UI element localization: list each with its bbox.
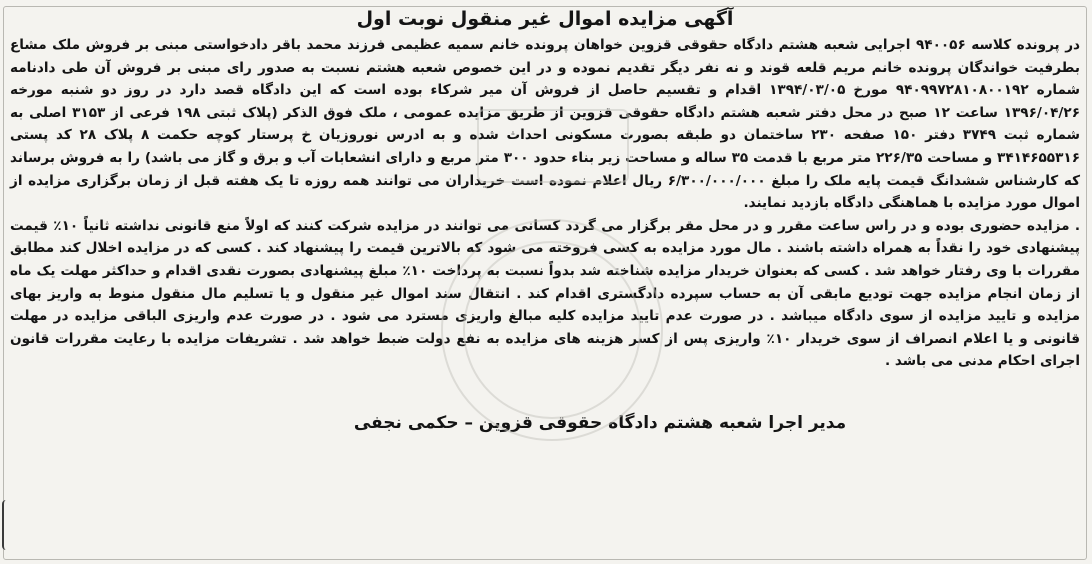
notice-signature: مدیر اجرا شعبه هشتم دادگاه حقوقی قزوین – حکمی نجفی xyxy=(353,412,847,433)
page-edge-mark xyxy=(2,500,8,550)
notice-paragraph-main: در پرونده کلاسه ۹۴۰۰۵۶ اجرایی شعبه هشتم دادگاه حقوقی قزوین خواهان پرونده خانم سمیه عظیمی فرزند محمد باقر دادخواستی مبنی بر فروش ملک مشاع بطرفیت خواندگان پرونده خانم مریم قلعه قوند و نه نفر دیگر تقدیم نموده و در این خصوص شعبه هشتم نسبت به صدور رای مبنی بر فروش آن طی دادنامه شماره ۹۴۰۹۹۷۲۸۱۰۸۰۰۱۹۲ مورخ ۱۳۹۴/۰۳/۰۵ اقدام و تقسیم حاصل از فروش آن میر شرکاء بوده است که این دادگاه قصد دارد در روز دو شنبه مورخه ۱۳۹۶/۰۴/۲۶ ساعت ۱۲ صبح در محل دفتر شعبه هشتم دادگاه حقوقی قزوین از طریق مزایده عمومی ، ملک فوق الذکر (پلاک ثبتی ۱۹۸ فرعی از ۳۱۵۳ اصلی به شماره ثبت ۳۷۴۹ دفتر ۱۵۰ صفحه ۲۳۰ ساختمان دو طبقه بصورت مسکونی احداث شده و به ادرس نوروزیان خ پرستار کوچه حکمت ۸ پلاک ۲۸ کد پستی ۳۴۱۴۶۵۵۳۱۶ و مساحت ۲۲۶/۳۵ متر مربع با قدمت ۳۵ ساله و مساحت زیر بناء حدود ۳۰۰ متر مربع و دارای انشعابات آب و برق و گاز می باشد) را به فروش برساند که کارشناس ششدانگ قیمت پایه ملک را مبلغ ۶/۳۰۰/۰۰۰/۰۰۰ ریال اعلام نموده است خریداران می توانند همه روزه تا یک هفته قبل از زمان برگزاری مزایده از اموال مورد مزایده با هماهنگی دادگاه بازدید نمایند. xyxy=(10,37,1081,212)
notice-title: آگهی مزایده اموال غیر منقول نوبت اول xyxy=(356,8,734,30)
notice-paragraph-terms: . مزایده حضوری بوده و در راس ساعت مقرر و در محل مقر برگزار می گردد کسانی می توانند در مزایده شرکت کنند که اولاً منع قانونی نداشته ثانیاً ۱۰٪ قیمت پیشنهادی خود را نقداً به همراه داشته باشند . مال مورد مزایده به کسی فروخته می شود که بالاترین قیمت را پیشنهاد کند . کسی که در مزایده اخلال کند مطابق مقررات با وی رفتار خواهد شد . کسی که بعنوان خریدار مزایده شناخته شد بدواً نسبت به پرداخت ۱۰٪ مبلغ پیشنهادی بصورت نقدی اقدام و حداکثر مهلت یک ماه از زمان انجام مزایده جهت تودیع مابقی آن به حساب سپرده دادگستری اقدام کند . انتقال سند اموال غیر منقول و یا تسلیم مال منقول منوط به واریز بهای مزایده و تایید مزایده از سوی دادگاه میباشد . در صورت عدم تایید مزایده کلیه مبالغ واریزی مسترد می شود . در صورت عدم واریزی الباقی مزایده در مهلت قانونی و یا اعلام انصراف از سوی خریدار ۱۰٪ واریزی پس از کسر هزینه های مزایده به نفع دولت ضبط خواهد شد . تشریفات مزایده با رعایت مقررات قانون اجرای احکام مدنی می باشد . xyxy=(10,217,1080,370)
